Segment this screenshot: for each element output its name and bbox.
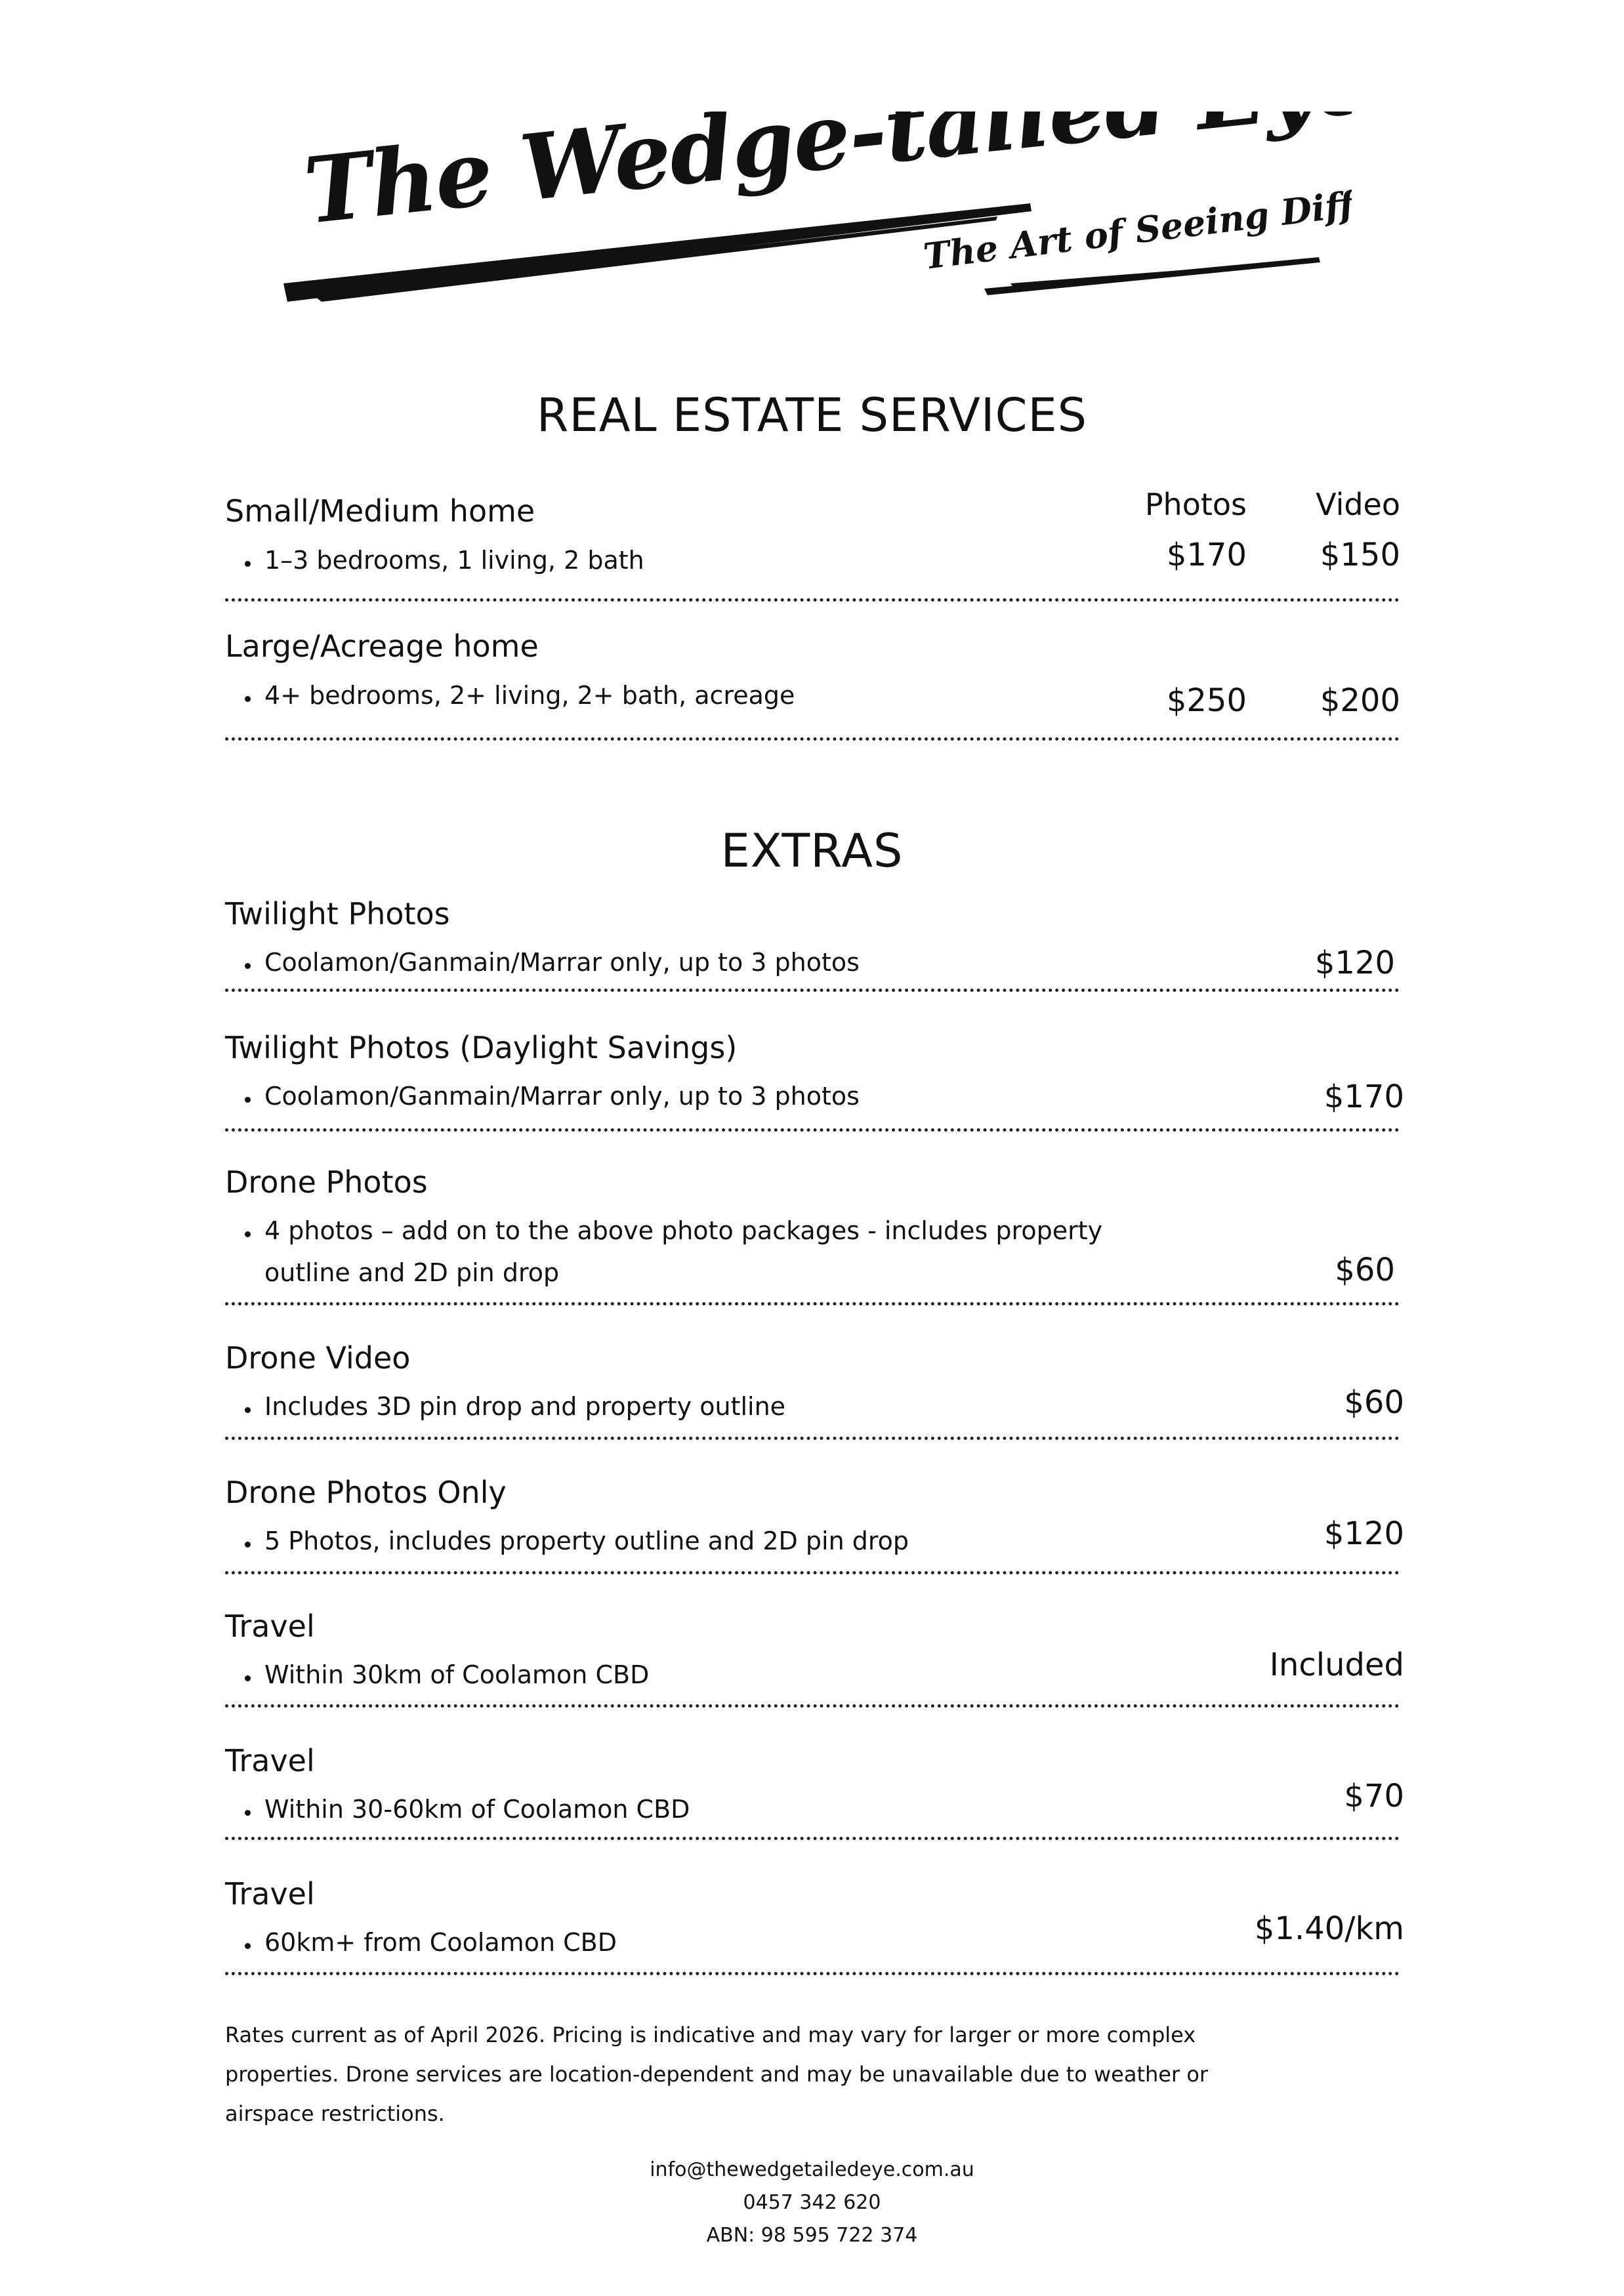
bullet-dot bbox=[245, 561, 251, 567]
extra-title: Travel bbox=[225, 1876, 315, 1912]
extra-detail-line1: 4 photos – add on to the above photo packages - includes property bbox=[264, 1216, 1103, 1245]
service-detail: 4+ bedrooms, 2+ living, 2+ bath, acreage bbox=[264, 681, 795, 710]
bullet-dot bbox=[245, 696, 251, 702]
contact-phone[interactable]: 0457 342 620 bbox=[743, 2191, 881, 2214]
extra-title: Twilight Photos (Daylight Savings) bbox=[225, 1030, 738, 1065]
bullet-dot bbox=[245, 1810, 251, 1816]
extra-detail: Within 30-60km of Coolamon CBD bbox=[264, 1795, 690, 1824]
extra-detail: 5 Photos, includes property outline and 2D pin drop bbox=[264, 1527, 909, 1555]
dotted-divider bbox=[225, 1128, 1400, 1132]
rates-note-line2: properties. Drone services are location-dependent and may be unavailable due to weather or bbox=[225, 2062, 1209, 2087]
bullet-dot bbox=[245, 1231, 251, 1237]
bullet-dot bbox=[245, 1542, 251, 1548]
extra-price: $120 bbox=[1314, 945, 1395, 981]
video-price: $150 bbox=[1320, 537, 1400, 573]
dotted-divider bbox=[225, 737, 1400, 741]
real-estate-heading: REAL ESTATE SERVICES bbox=[536, 388, 1088, 442]
brand-logo-graphic bbox=[276, 112, 1352, 315]
brand-name: The Wedge-tailed Eye bbox=[299, 112, 1352, 245]
extra-title: Twilight Photos bbox=[225, 896, 450, 932]
bullet-dot bbox=[245, 1407, 251, 1413]
brand-tagline: The Art of Seeing Differently bbox=[921, 165, 1352, 277]
extra-price: $1.40/km bbox=[1254, 1910, 1404, 1947]
extra-price: $70 bbox=[1344, 1778, 1404, 1814]
bullet-dot bbox=[245, 1943, 251, 1949]
bullet-dot bbox=[245, 1097, 251, 1103]
extra-price: Included bbox=[1269, 1647, 1404, 1683]
extra-price: $170 bbox=[1323, 1078, 1404, 1115]
extra-price: $60 bbox=[1335, 1252, 1395, 1288]
dotted-divider bbox=[225, 1437, 1400, 1440]
bullet-dot bbox=[245, 963, 251, 969]
contact-email[interactable]: info@thewedgetailedeye.com.au bbox=[650, 2158, 974, 2181]
extra-title: Travel bbox=[225, 1609, 315, 1644]
service-detail: 1–3 bedrooms, 1 living, 2 bath bbox=[264, 546, 644, 575]
extra-detail: Within 30km of Coolamon CBD bbox=[264, 1660, 650, 1689]
service-title: Large/Acreage home bbox=[225, 628, 539, 664]
contact-abn: ABN: 98 595 722 374 bbox=[706, 2224, 918, 2247]
video-price: $200 bbox=[1320, 682, 1400, 719]
dotted-divider bbox=[225, 1571, 1400, 1574]
rates-note-line1: Rates current as of April 2026. Pricing is indicative and may vary for larger or more complex bbox=[225, 2022, 1196, 2047]
extra-title: Travel bbox=[225, 1743, 315, 1778]
photos-column-header: Photos bbox=[1144, 487, 1247, 522]
extra-detail: Coolamon/Ganmain/Marrar only, up to 3 photos bbox=[264, 1082, 860, 1111]
dotted-divider bbox=[225, 1972, 1400, 1975]
extra-price: $120 bbox=[1323, 1515, 1404, 1552]
rates-note-line3: airspace restrictions. bbox=[225, 2101, 445, 2126]
photos-price: $170 bbox=[1166, 537, 1247, 573]
photos-price: $250 bbox=[1166, 682, 1247, 719]
dotted-divider bbox=[225, 1837, 1400, 1840]
service-title: Small/Medium home bbox=[225, 493, 535, 529]
extra-title: Drone Photos Only bbox=[225, 1475, 507, 1510]
extra-title: Drone Video bbox=[225, 1340, 411, 1376]
brand-logo bbox=[276, 112, 1352, 315]
extra-detail: 60km+ from Coolamon CBD bbox=[264, 1928, 617, 1957]
dotted-divider bbox=[225, 1302, 1400, 1305]
extra-detail: Includes 3D pin drop and property outline bbox=[264, 1392, 786, 1421]
extra-price: $60 bbox=[1344, 1384, 1404, 1421]
dotted-divider bbox=[225, 598, 1400, 602]
dotted-divider bbox=[225, 989, 1400, 992]
extras-heading: EXTRAS bbox=[720, 824, 904, 878]
extra-detail-line2: outline and 2D pin drop bbox=[264, 1258, 560, 1287]
video-column-header: Video bbox=[1316, 487, 1400, 522]
bullet-dot bbox=[245, 1675, 251, 1681]
extra-detail: Coolamon/Ganmain/Marrar only, up to 3 photos bbox=[264, 948, 860, 977]
dotted-divider bbox=[225, 1704, 1400, 1708]
extra-title: Drone Photos bbox=[225, 1164, 428, 1200]
